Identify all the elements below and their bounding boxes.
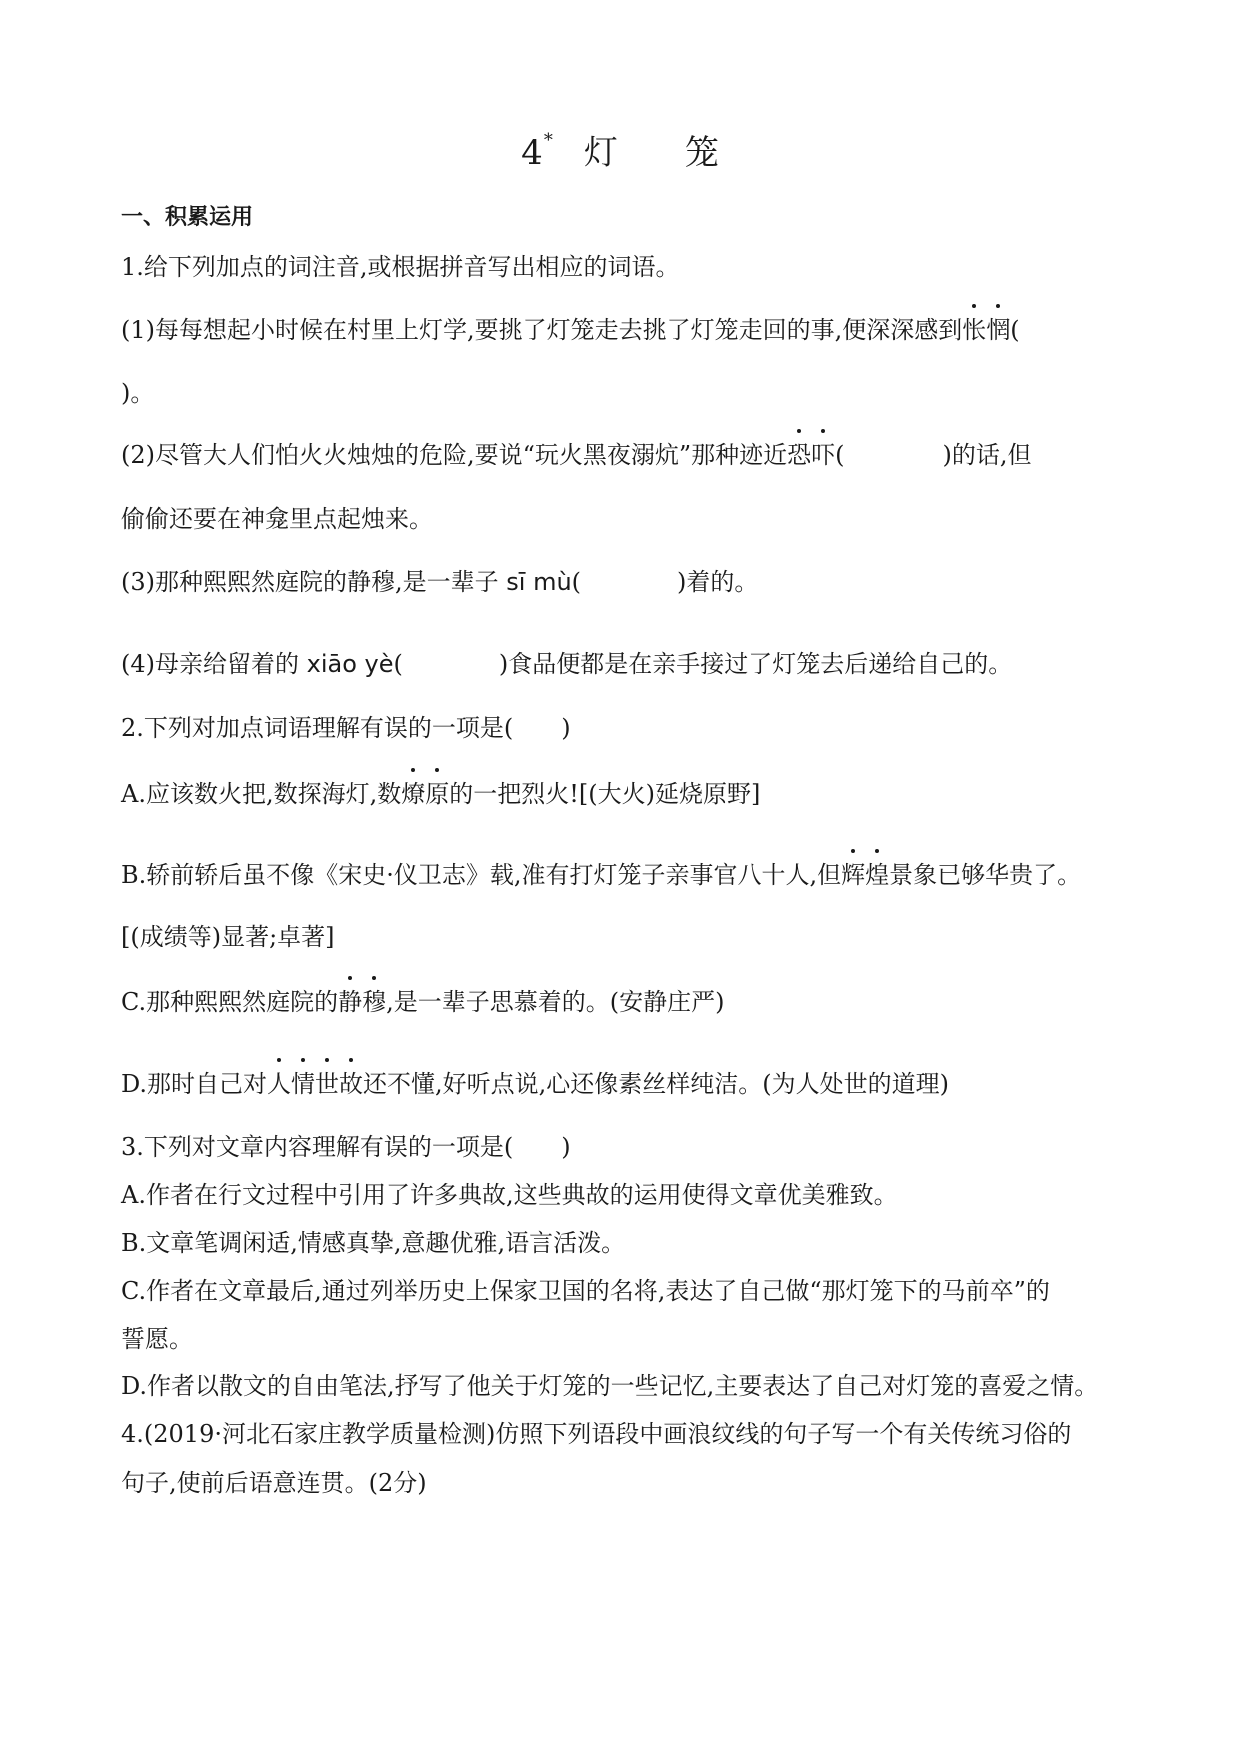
dotted-char: 情 (291, 1070, 316, 1098)
q3-option-d[interactable]: D.作者以散文的自由笔法,抒写了他关于灯笼的一些记忆,主要表达了自己对灯笼的喜爱之情。 (121, 1372, 1099, 1400)
title-star: * (543, 130, 554, 151)
title-number: 4 (521, 133, 544, 173)
title-char-2: 笼 (684, 133, 720, 173)
section-heading: 一、积累运用 (121, 205, 254, 230)
option-text: 景象已够华贵了。 (889, 861, 1082, 889)
option-text: B.轿前轿后虽不像《宋史·仪卫志》载,准有打灯笼子亲事官八十人,但 (121, 861, 842, 889)
dotted-char: 吓 (811, 441, 836, 469)
dotted-char: 燎 (401, 780, 426, 808)
q2-option-a[interactable] (121, 782, 760, 806)
q3-option-a[interactable]: A.作者在行文过程中引用了许多典故,这些典故的运用使得文章优美雅致。 (121, 1181, 898, 1209)
q1-sentence-1 (121, 318, 1020, 342)
q1-s4-text-end: )食品便都是在亲手接过了灯笼去后递给自己的。 (498, 650, 1013, 678)
dotted-char: 惘 (986, 316, 1011, 344)
dotted-char: 故 (339, 1070, 364, 1098)
q1-s1-text: (1)每每想起小时候在村里上灯学,要挑了灯笼走去挑了灯笼走回的事,便深深感到 (121, 316, 963, 344)
q1-sentence-3 (121, 570, 758, 594)
dotted-char: 静 (338, 988, 363, 1016)
option-text: C.那种熙熙然庭院的 (121, 988, 339, 1016)
q4-stem-cont: 句子,使前后语意连贯。(2分) (121, 1469, 427, 1497)
title-char-1: 灯 (583, 133, 619, 173)
q1-s1-paren: ( (1010, 316, 1020, 344)
option-text: 的一把烈火![(大火)延烧原野] (449, 780, 761, 808)
q3-stem: 3.下列对文章内容理解有误的一项是( ) (121, 1133, 571, 1161)
dotted-char: 恐 (787, 441, 812, 469)
page-title (0, 130, 1241, 173)
q2-option-b-cont: [(成绩等)显著;卓著] (121, 923, 335, 951)
q4-stem: 4.(2019·河北石家庄教学质量检测)仿照下列语段中画浪纹线的句子写一个有关传统习俗的 (121, 1420, 1072, 1448)
q1-s3-paren-open: ( (571, 568, 582, 596)
dotted-char: 世 (315, 1070, 340, 1098)
q3-option-c[interactable]: C.作者在文章最后,通过列举历史上保家卫国的名将,表达了自己做“那灯笼下的马前卒”的 (121, 1277, 1050, 1305)
dotted-char: 人 (267, 1070, 292, 1098)
q1-sentence-4 (121, 652, 1012, 676)
q1-sentence-1-cont: )。 (121, 379, 155, 407)
dotted-char: 煌 (865, 861, 890, 889)
q1-s4-paren-open: ( (393, 650, 403, 678)
pinyin: sī mù (506, 568, 572, 596)
q1-s2-text-end: )的话,但 (942, 441, 1032, 469)
q1-stem: 1.给下列加点的词注音,或根据拼音写出相应的词语。 (121, 253, 680, 281)
q2-option-b[interactable] (121, 863, 1081, 887)
q1-s2-paren-open: ( (835, 441, 845, 469)
q2-option-c[interactable] (121, 990, 725, 1014)
dotted-char: 怅 (962, 316, 987, 344)
q1-sentence-2-cont: 偷偷还要在神龛里点起烛来。 (121, 505, 433, 533)
dotted-char: 穆 (362, 988, 387, 1016)
q1-s4-text: (4)母亲给留着的 (121, 650, 307, 678)
option-text: 还不懂,好听点说,心还像素丝样纯洁。(为人处世的道理) (363, 1070, 949, 1098)
q1-s2-text: (2)尽管大人们怕火火烛烛的危险,要说“玩火黑夜溺炕”那种迹近 (121, 441, 788, 469)
q1-sentence-2 (121, 443, 1032, 467)
option-text: A.应该数火把,数探海灯,数 (121, 780, 402, 808)
option-text: ,是一辈子思慕着的。(安静庄严) (386, 988, 725, 1016)
q1-s3-text-end: )着的。 (677, 568, 759, 596)
q1-s3-text: (3)那种熙熙然庭院的静穆,是一辈子 (121, 568, 507, 596)
pinyin: xiāo yè (306, 650, 394, 678)
q3-option-c-cont: 誓愿。 (121, 1325, 193, 1353)
option-text: D.那时自己对 (121, 1070, 268, 1098)
q2-option-d[interactable] (121, 1072, 949, 1096)
dotted-char: 原 (425, 780, 450, 808)
q3-option-b[interactable]: B.文章笔调闲适,情感真挚,意趣优雅,语言活泼。 (121, 1229, 626, 1257)
dotted-char: 辉 (841, 861, 866, 889)
q2-stem: 2.下列对加点词语理解有误的一项是( ) (121, 714, 571, 742)
